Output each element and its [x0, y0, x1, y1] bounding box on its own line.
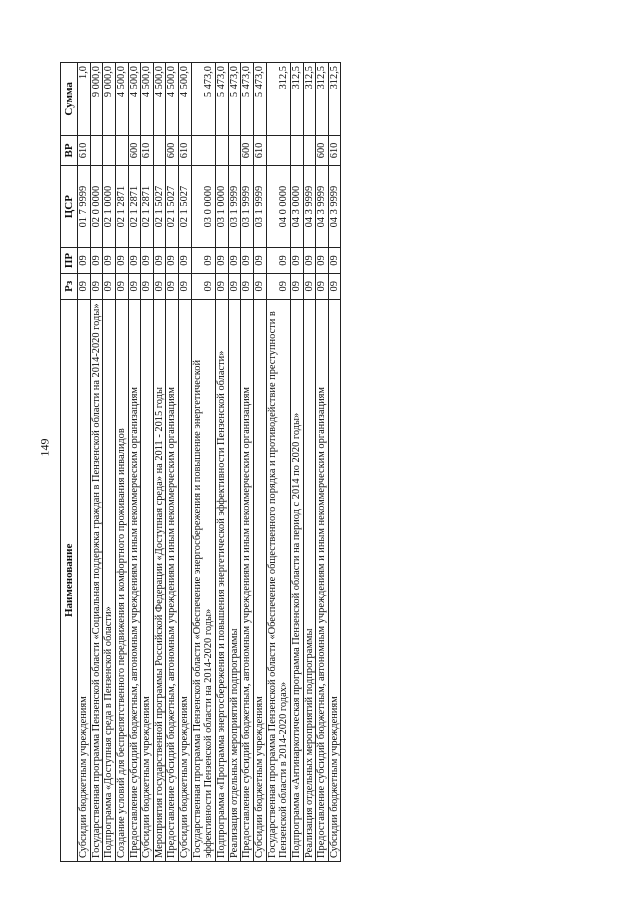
cell-csr: 02 1 2871: [115, 166, 128, 248]
cell-pr: 09: [316, 248, 329, 274]
column-header-sum: Сумма: [61, 63, 78, 136]
cell-rz: 09: [141, 273, 154, 299]
cell-rz: 09: [179, 273, 192, 299]
cell-pr: 09: [153, 248, 166, 274]
cell-name: Субсидии бюджетным учреждениям: [141, 299, 154, 861]
table-row: [78, 63, 91, 862]
column-header-csr: ЦСР: [61, 166, 78, 248]
cell-pr: 09: [191, 248, 215, 274]
cell-name: Субсидии бюджетным учреждениям: [78, 299, 91, 861]
cell-csr: 02 1 5027: [166, 166, 179, 248]
cell-csr: 03 1 9999: [253, 166, 266, 248]
cell-rz: 09: [166, 273, 179, 299]
column-header-pr: ПР: [61, 248, 78, 274]
cell-pr: 09: [179, 248, 192, 274]
cell-rz: 09: [253, 273, 266, 299]
cell-csr: 01 7 9999: [78, 166, 91, 248]
cell-name: Субсидии бюджетным учреждениям: [328, 299, 341, 861]
cell-name: Мероприятия государственной программы Российской Федерации «Доступная среда» на 2011 - 2015 годы: [153, 299, 166, 861]
cell-name: Создание условий для беспрепятственного передвижения и комфортного проживания инвалидов: [115, 299, 128, 861]
table-row: [316, 63, 329, 862]
page-number: 149: [37, 438, 52, 457]
cell-sum: 4 500,0: [153, 63, 166, 136]
cell-vr: [153, 135, 166, 165]
cell-name: Государственная программа Пензенской области «Обеспечение энергосбережения и повышение энергетической эффективности Пензенской области на 2014-2020 годы»: [191, 299, 215, 861]
cell-vr: 610: [328, 135, 341, 165]
cell-name: Предоставление субсидий бюджетным, автономным учреждениям и иным некоммерческим организациям: [128, 299, 141, 861]
cell-pr: 09: [78, 248, 91, 274]
table-row: [328, 63, 341, 862]
table-row: [228, 63, 241, 862]
cell-sum: 312,5: [316, 63, 329, 136]
cell-rz: 09: [103, 273, 116, 299]
cell-vr: [115, 135, 128, 165]
cell-name: Подпрограмма «Программа энергосбережения и повышения энергетической эффективности Пензенской области»: [216, 299, 229, 861]
cell-rz: 09: [228, 273, 241, 299]
cell-csr: 04 3 0000: [290, 166, 303, 248]
cell-name: Предоставление субсидий бюджетным, автономным учреждениям и иным некоммерческим организациям: [241, 299, 254, 861]
cell-csr: 03 1 9999: [228, 166, 241, 248]
cell-pr: 09: [328, 248, 341, 274]
cell-rz: 09: [128, 273, 141, 299]
cell-vr: [90, 135, 103, 165]
cell-vr: 600: [316, 135, 329, 165]
cell-sum: 4 500,0: [166, 63, 179, 136]
table-row: [90, 63, 103, 862]
cell-rz: 09: [115, 273, 128, 299]
table-row: [141, 63, 154, 862]
cell-sum: 312,5: [328, 63, 341, 136]
cell-sum: 5 473,0: [216, 63, 229, 136]
cell-vr: [290, 135, 303, 165]
cell-name: Государственная программа Пензенской области «Социальная поддержка граждан в Пензенской области на 2014-2020 годы»: [90, 299, 103, 861]
cell-sum: 312,5: [290, 63, 303, 136]
cell-pr: 09: [166, 248, 179, 274]
cell-sum: 4 500,0: [179, 63, 192, 136]
cell-name: Реализация отдельных мероприятий подпрограммы: [228, 299, 241, 861]
table-row: [128, 63, 141, 862]
budget-table: [60, 62, 341, 862]
cell-name: Субсидии бюджетным учреждениям: [179, 299, 192, 861]
cell-pr: 09: [128, 248, 141, 274]
cell-pr: 09: [266, 248, 290, 274]
cell-pr: 09: [290, 248, 303, 274]
cell-sum: 4 500,0: [141, 63, 154, 136]
cell-csr: 02 0 0000: [90, 166, 103, 248]
cell-name: Субсидии бюджетным учреждениям: [253, 299, 266, 861]
column-header-name: Наименование: [61, 299, 78, 861]
cell-vr: [191, 135, 215, 165]
cell-name: Подпрограмма «Доступная среда в Пензенской области»: [103, 299, 116, 861]
cell-name: Подпрограмма «Антинаркотическая программа Пензенской области на период с 2014 по 2020 годы»: [290, 299, 303, 861]
cell-csr: 02 1 5027: [153, 166, 166, 248]
cell-name: Государственная программа Пензенской области «Обеспечение общественного порядка и противодействие преступности в Пензенской области в 2014-2020 годах»: [266, 299, 290, 861]
cell-rz: 09: [90, 273, 103, 299]
cell-vr: [303, 135, 316, 165]
cell-vr: 600: [166, 135, 179, 165]
table-row: [216, 63, 229, 862]
cell-pr: 09: [103, 248, 116, 274]
cell-pr: 09: [141, 248, 154, 274]
cell-pr: 09: [241, 248, 254, 274]
table-row: [303, 63, 316, 862]
table-body: [78, 63, 341, 862]
cell-csr: 03 0 0000: [191, 166, 215, 248]
cell-sum: 5 473,0: [253, 63, 266, 136]
table-row: [153, 63, 166, 862]
cell-sum: 312,5: [266, 63, 290, 136]
cell-csr: 04 3 9999: [316, 166, 329, 248]
cell-rz: 09: [241, 273, 254, 299]
cell-name: Предоставление субсидий бюджетным, автономным учреждениям и иным некоммерческим организациям: [316, 299, 329, 861]
cell-vr: [216, 135, 229, 165]
cell-pr: 09: [303, 248, 316, 274]
table-row: [266, 63, 290, 862]
cell-sum: 9 000,0: [90, 63, 103, 136]
cell-rz: 09: [216, 273, 229, 299]
cell-csr: 04 0 0000: [266, 166, 290, 248]
cell-rz: 09: [290, 273, 303, 299]
cell-sum: 312,5: [303, 63, 316, 136]
cell-vr: 610: [78, 135, 91, 165]
cell-vr: 600: [241, 135, 254, 165]
cell-sum: 5 473,0: [228, 63, 241, 136]
column-header-rz: Рз: [61, 273, 78, 299]
cell-csr: 03 1 0000: [216, 166, 229, 248]
cell-sum: 4 500,0: [115, 63, 128, 136]
cell-rz: 09: [328, 273, 341, 299]
cell-sum: 5 473,0: [191, 63, 215, 136]
cell-name: Реализация отдельных мероприятий подпрограммы: [303, 299, 316, 861]
cell-vr: 610: [253, 135, 266, 165]
cell-pr: 09: [228, 248, 241, 274]
cell-sum: 1,0: [78, 63, 91, 136]
cell-name: Предоставление субсидий бюджетным, автономным учреждениям и иным некоммерческим организациям: [166, 299, 179, 861]
cell-csr: 02 1 5027: [179, 166, 192, 248]
cell-rz: 09: [78, 273, 91, 299]
cell-csr: 04 3 9999: [328, 166, 341, 248]
table-row: [241, 63, 254, 862]
table-row: [191, 63, 215, 862]
cell-pr: 09: [90, 248, 103, 274]
cell-vr: [103, 135, 116, 165]
table-header-row: [61, 63, 78, 862]
cell-csr: 04 3 9999: [303, 166, 316, 248]
cell-sum: 5 473,0: [241, 63, 254, 136]
table-row: [103, 63, 116, 862]
column-header-vr: ВР: [61, 135, 78, 165]
cell-vr: [266, 135, 290, 165]
cell-vr: [228, 135, 241, 165]
cell-csr: 02 1 0000: [103, 166, 116, 248]
table-row: [253, 63, 266, 862]
cell-pr: 09: [216, 248, 229, 274]
cell-csr: 02 1 2871: [141, 166, 154, 248]
cell-pr: 09: [115, 248, 128, 274]
table-row: [179, 63, 192, 862]
cell-sum: 4 500,0: [128, 63, 141, 136]
table-row: [290, 63, 303, 862]
cell-vr: 600: [128, 135, 141, 165]
cell-rz: 09: [316, 273, 329, 299]
cell-sum: 9 000,0: [103, 63, 116, 136]
cell-rz: 09: [303, 273, 316, 299]
cell-csr: 03 1 9999: [241, 166, 254, 248]
cell-vr: 610: [179, 135, 192, 165]
cell-rz: 09: [266, 273, 290, 299]
table-row: [166, 63, 179, 862]
cell-rz: 09: [191, 273, 215, 299]
cell-pr: 09: [253, 248, 266, 274]
table-row: [115, 63, 128, 862]
rotated-table-container: [60, 62, 530, 862]
cell-rz: 09: [153, 273, 166, 299]
cell-vr: 610: [141, 135, 154, 165]
cell-csr: 02 1 2871: [128, 166, 141, 248]
